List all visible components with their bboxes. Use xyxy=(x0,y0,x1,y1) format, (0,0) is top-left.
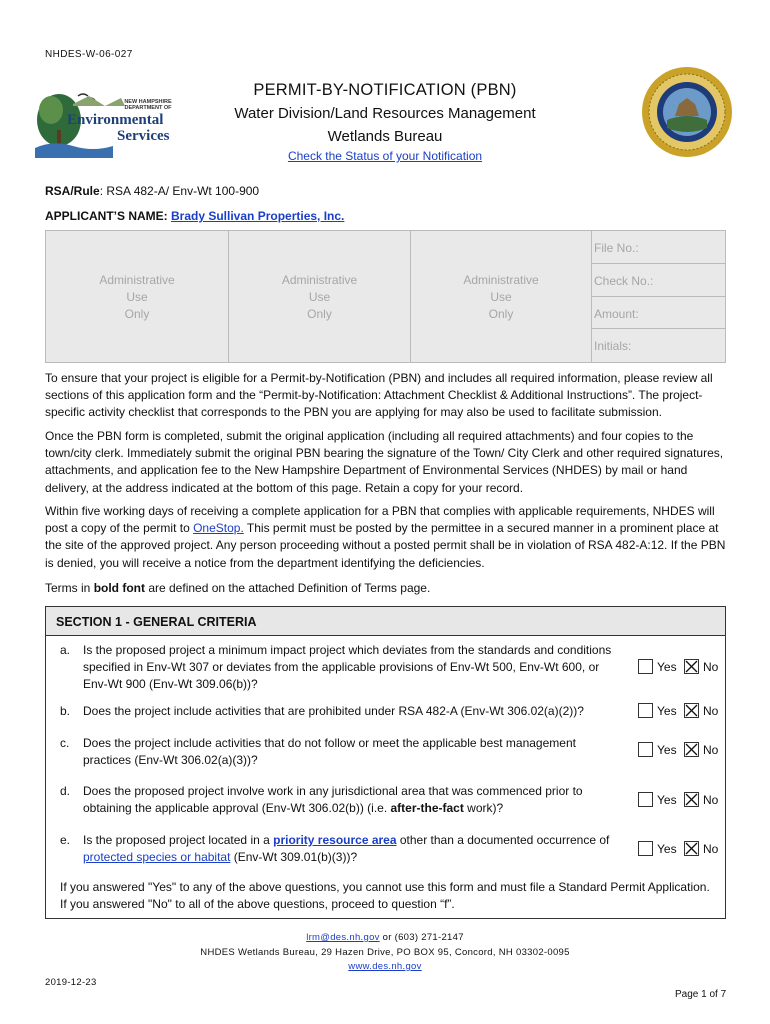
question-c-yes-label: Yes xyxy=(657,743,677,757)
logo-line-1: Environmental xyxy=(67,112,164,128)
applicant-name: Brady Sullivan Properties, Inc. xyxy=(171,209,345,223)
priority-resource-area-link[interactable]: priority resource area xyxy=(273,833,397,847)
admin-check-no: Check No.: xyxy=(592,264,726,297)
question-e-letter: e. xyxy=(60,833,71,847)
question-b-letter: b. xyxy=(60,704,71,718)
admin-amount: Amount: xyxy=(592,297,726,329)
website-link[interactable]: www.des.nh.gov xyxy=(348,961,422,972)
question-d-answer xyxy=(638,792,728,808)
question-e-text-b: (Env-Wt 309.01(b)(3))? xyxy=(230,850,358,865)
question-d-no-label: No xyxy=(703,793,719,807)
question-e-answer xyxy=(638,841,728,857)
checkmark-x-icon xyxy=(685,704,698,717)
question-e-yes-label: Yes xyxy=(657,842,677,856)
section-1-footer-note: If you answered "Yes" to any of the above questions, you cannot use this form and must file a Standard Permit Application. If you answered "No" to all of the above questions, proceed to question “f”. xyxy=(60,880,710,912)
page-subtitle-bureau: Wetlands Bureau xyxy=(327,128,443,145)
instructions-paragraph-1: To ensure that your project is eligible for a Permit-by-Notification (PBN) and includes all required information, please review all sections of this application form and the “Permit-by-Notification: Attachment Checklist & Additional Instructions”. The project-specific activity checklist that corresponds to the PBN you are applying for may also be used to facilitate submission. xyxy=(45,371,713,420)
onestop-link[interactable]: OneStop. xyxy=(193,521,244,536)
footer-phone: or (603) 271-2147 xyxy=(379,932,464,943)
question-d-text xyxy=(83,783,623,817)
page-title: PERMIT-BY-NOTIFICATION (PBN) xyxy=(253,81,517,99)
question-d-bold-term: after-the-fact xyxy=(390,801,464,816)
email-link[interactable]: lrm@des.nh.gov xyxy=(306,932,380,943)
question-d-text-b: work)? xyxy=(463,801,504,816)
question-a-yes-label: Yes xyxy=(657,660,677,674)
admin-cell-2-line-2: Use xyxy=(308,290,331,304)
applicant-label: APPLICANT’S NAME: xyxy=(45,209,171,223)
admin-cell-1 xyxy=(46,231,229,362)
question-a-text: Is the proposed project a minimum impact project which deviates from the standards and conditions specified in Env-Wt 307 or deviates from the applicable provisions of Env-Wt 500, Env-Wt 600, or Env-Wt 900 (Env-Wt 309.06(b))? xyxy=(83,643,612,692)
admin-use-box xyxy=(45,230,726,363)
question-c-answer xyxy=(638,742,728,758)
question-b-yes-checkbox[interactable] xyxy=(638,703,653,718)
applicant-line xyxy=(45,209,344,223)
p3-text-b: This permit must be posted by the permittee in a secured manner in a prominent place at the site of the approved project. Any person proceeding without a posted permit shall be in violation of RSA 482-A:12. If the PBN is denied, you will receive a notice from the department identifying the deficiencies. xyxy=(45,521,726,570)
section-1-heading: SECTION 1 - GENERAL CRITERIA xyxy=(46,607,725,636)
instructions-paragraph-4 xyxy=(45,580,728,597)
admin-cell-2-line-1: Administrative xyxy=(281,273,358,287)
admin-cell-3 xyxy=(411,231,592,362)
admin-cell-3-line-3: Only xyxy=(488,307,514,321)
nhdes-logo xyxy=(33,78,178,158)
question-d-yes-label: Yes xyxy=(657,793,677,807)
form-code: NHDES-W-06-027 xyxy=(45,49,133,60)
admin-file-no: File No.: xyxy=(592,231,726,264)
page-subtitle-division: Water Division/Land Resources Management xyxy=(234,105,536,122)
admin-cell-1-line-3: Only xyxy=(124,307,150,321)
checkmark-x-icon xyxy=(685,793,698,806)
p4-text-a: Terms in xyxy=(45,581,94,595)
page-number: Page 1 of 7 xyxy=(675,989,727,1000)
question-c-yes-checkbox[interactable] xyxy=(638,742,653,757)
question-e-no-checkbox[interactable] xyxy=(684,841,699,856)
state-seal-icon xyxy=(641,66,733,158)
rsa-value: : RSA 482-A/ Env-Wt 100-900 xyxy=(99,184,260,198)
question-e-no-label: No xyxy=(703,842,719,856)
question-c-no-checkbox[interactable] xyxy=(684,742,699,757)
footer-contact xyxy=(0,932,770,943)
question-a-no-label: No xyxy=(703,660,719,674)
instructions-paragraph-3 xyxy=(45,503,728,572)
p4-text-b: are defined on the attached Definition of Terms page. xyxy=(145,581,431,595)
admin-cell-3-line-2: Use xyxy=(490,290,512,304)
question-d-text-a: Does the proposed project involve work in any jurisdictional area that was commenced prior to obtaining the applicable approval (Env-Wt 306.02(b)) (i.e. xyxy=(83,784,583,816)
admin-cell-3-line-1: Administrative xyxy=(463,273,539,287)
question-e-text xyxy=(83,832,623,866)
question-a-letter: a. xyxy=(60,643,71,657)
admin-cell-2 xyxy=(229,231,411,362)
protected-species-link[interactable]: protected species or habitat xyxy=(83,850,231,865)
question-b-yes-label: Yes xyxy=(657,704,677,718)
question-b-answer xyxy=(638,703,728,719)
revision-date: 2019-12-23 xyxy=(45,977,97,988)
checkmark-x-icon xyxy=(685,743,698,756)
question-d-yes-checkbox[interactable] xyxy=(638,792,653,807)
admin-cell-1-line-2: Use xyxy=(126,290,148,304)
rsa-label: RSA/Rule xyxy=(45,184,100,198)
question-a-yes-checkbox[interactable] xyxy=(638,659,653,674)
question-b-no-label: No xyxy=(703,704,719,718)
question-c-no-label: No xyxy=(703,743,719,757)
question-b-no-checkbox[interactable] xyxy=(684,703,699,718)
instructions-paragraph-2: Once the PBN form is completed, submit the original application (including all required attachments) and four copies to the town/city clerk. Immediately submit the original PBN bearing the signature of the Town/ City Clerk and other required signatures, attachments, and application fee to the New Hampshire Department of Environmental Services (NHDES) by mail or hand delivery, at the address indicated at the bottom of this page. Retain a copy for your record. xyxy=(45,429,724,495)
section-1-general-criteria xyxy=(45,606,726,919)
question-d-no-checkbox[interactable] xyxy=(684,792,699,807)
p4-bold: bold font xyxy=(93,581,145,595)
checkmark-x-icon xyxy=(685,842,698,855)
question-c-text: Does the project include activities that do not follow or meet the applicable best management practices (Env-Wt 306.02(a)(3))? xyxy=(83,736,576,768)
question-b-text: Does the project include activities that are prohibited under RSA 482-A (Env-Wt 306.02(a)(2))? xyxy=(83,704,584,718)
status-link[interactable]: Check the Status of your Notification xyxy=(287,149,483,163)
admin-initials: Initials: xyxy=(594,339,632,353)
logo-line-2: Services xyxy=(117,128,170,144)
footer-address: NHDES Wetlands Bureau, 29 Hazen Drive, PO BOX 95, Concord, NH 03302-0095 xyxy=(200,947,570,958)
question-a-no-checkbox[interactable] xyxy=(684,659,699,674)
checkmark-x-icon xyxy=(685,660,698,673)
question-d-letter: d. xyxy=(60,784,71,798)
admin-cell-2-line-3: Only xyxy=(307,307,332,321)
question-e-text-mid: other than a documented occurrence of xyxy=(396,833,610,847)
question-e-yes-checkbox[interactable] xyxy=(638,841,653,856)
rsa-rule-line xyxy=(45,184,259,198)
p3-text-a: Within five working days of receiving a complete application for a PBN that complies with applicable requirements, NHDES will post a copy of the permit to xyxy=(45,504,715,536)
question-e-text-a: Is the proposed project located in a xyxy=(83,833,274,847)
admin-cell-1-line-1: Administrative xyxy=(99,273,175,287)
logo-state-text: NEW HAMPSHIRE DEPARTMENT OF xyxy=(124,99,172,111)
question-c-letter: c. xyxy=(60,736,70,750)
question-a-answer xyxy=(638,659,728,675)
